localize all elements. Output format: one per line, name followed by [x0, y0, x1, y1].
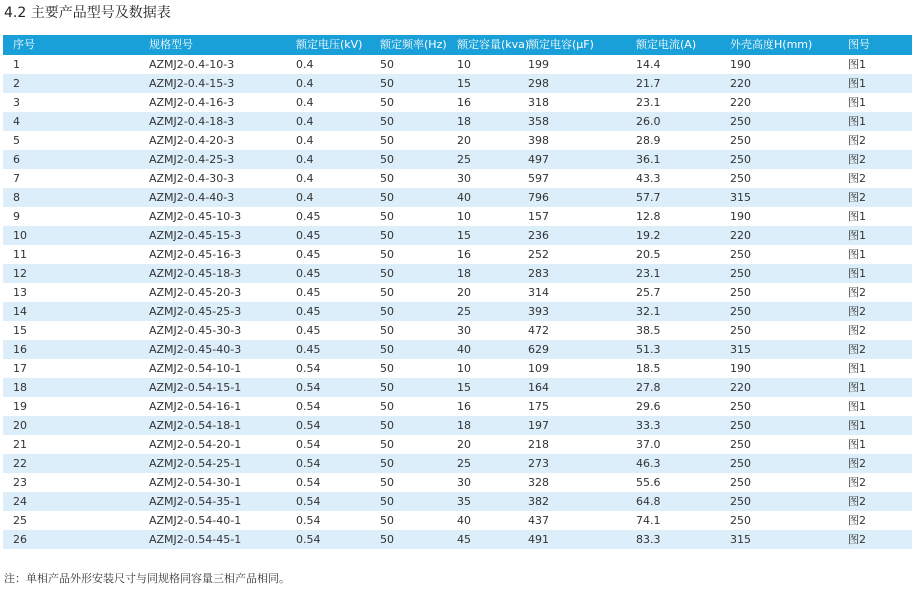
cell-frequency: 50	[380, 58, 394, 71]
cell-model: AZMJ2-0.4-10-3	[149, 58, 235, 71]
cell-height: 250	[720, 150, 838, 169]
cell-model: AZMJ2-0.45-15-3	[139, 226, 286, 245]
cell-frequency: 50	[380, 248, 394, 261]
cell-height: 315	[720, 188, 838, 207]
cell-current: 37.0	[636, 438, 661, 451]
cell-model: AZMJ2-0.4-25-3	[139, 150, 286, 169]
cell-frequency: 50	[370, 492, 447, 511]
cell-model: AZMJ2-0.4-30-3	[149, 172, 235, 185]
cell-height: 250	[730, 286, 751, 299]
cell-voltage: 0.4	[286, 188, 370, 207]
cell-capacitance: 314	[528, 286, 549, 299]
cell-height: 220	[720, 378, 838, 397]
table-row	[3, 169, 912, 188]
column-header-capacitance: 额定电容(μF)	[518, 35, 626, 55]
table-row	[3, 454, 912, 473]
cell-frequency: 50	[370, 226, 447, 245]
cell-voltage: 0.45	[296, 324, 321, 337]
cell-index: 10	[3, 226, 139, 245]
cell-model: AZMJ2-0.45-18-3	[139, 264, 286, 283]
cell-figure: 图2	[848, 134, 866, 147]
cell-model: AZMJ2-0.4-40-3	[139, 188, 286, 207]
cell-capacity: 25	[447, 150, 518, 169]
cell-figure: 图1	[848, 438, 866, 451]
cell-capacitance: 382	[518, 492, 626, 511]
cell-figure: 图2	[838, 454, 912, 473]
cell-capacity: 45	[447, 530, 518, 549]
cell-capacitance: 597	[528, 172, 549, 185]
cell-current: 23.1	[636, 96, 661, 109]
cell-frequency: 50	[380, 400, 394, 413]
cell-height: 220	[720, 74, 838, 93]
cell-capacitance: 629	[518, 340, 626, 359]
cell-voltage: 0.54	[296, 400, 321, 413]
cell-figure: 图1	[848, 362, 866, 375]
table-row	[3, 416, 912, 435]
cell-voltage: 0.4	[296, 134, 314, 147]
cell-figure: 图1	[838, 226, 912, 245]
cell-voltage: 0.54	[286, 492, 370, 511]
cell-figure: 图1	[838, 74, 912, 93]
cell-voltage: 0.54	[286, 378, 370, 397]
cell-voltage: 0.54	[296, 514, 321, 527]
cell-index: 7	[13, 172, 20, 185]
cell-capacity: 18	[447, 112, 518, 131]
cell-height: 220	[730, 96, 751, 109]
cell-frequency: 50	[380, 210, 394, 223]
cell-index: 23	[13, 476, 27, 489]
cell-capacitance: 298	[518, 74, 626, 93]
cell-capacity: 20	[457, 286, 471, 299]
cell-current: 64.8	[626, 492, 720, 511]
column-header-index: 序号	[3, 35, 139, 55]
cell-frequency: 50	[370, 378, 447, 397]
cell-capacity: 20	[457, 134, 471, 147]
cell-capacity: 35	[447, 492, 518, 511]
column-header-current: 额定电流(A)	[626, 35, 720, 55]
cell-model: AZMJ2-0.45-30-3	[149, 324, 242, 337]
cell-capacitance: 164	[518, 378, 626, 397]
cell-capacity: 40	[447, 340, 518, 359]
cell-voltage: 0.45	[286, 340, 370, 359]
cell-model: AZMJ2-0.54-20-1	[149, 438, 242, 451]
cell-capacity: 40	[447, 188, 518, 207]
cell-height: 250	[720, 264, 838, 283]
cell-frequency: 50	[370, 416, 447, 435]
cell-voltage: 0.54	[296, 476, 321, 489]
cell-index: 18	[3, 378, 139, 397]
cell-capacity: 10	[457, 210, 471, 223]
cell-capacity: 15	[447, 226, 518, 245]
cell-capacity: 15	[447, 74, 518, 93]
table-row	[3, 131, 912, 150]
table-row	[3, 511, 912, 530]
cell-figure: 图1	[848, 58, 866, 71]
cell-capacity: 40	[457, 514, 471, 527]
cell-figure: 图1	[848, 400, 866, 413]
cell-voltage: 0.4	[296, 58, 314, 71]
table-row	[3, 473, 912, 492]
cell-frequency: 50	[380, 96, 394, 109]
table-row	[3, 207, 912, 226]
cell-current: 19.2	[626, 226, 720, 245]
cell-figure: 图2	[848, 172, 866, 185]
cell-frequency: 50	[380, 362, 394, 375]
cell-model: AZMJ2-0.4-15-3	[139, 74, 286, 93]
table-row	[3, 435, 912, 454]
cell-figure: 图2	[838, 492, 912, 511]
cell-index: 11	[13, 248, 27, 261]
cell-index: 1	[13, 58, 20, 71]
cell-current: 27.8	[626, 378, 720, 397]
cell-model: AZMJ2-0.54-30-1	[149, 476, 242, 489]
cell-index: 8	[3, 188, 139, 207]
cell-index: 9	[13, 210, 20, 223]
cell-figure: 图1	[848, 248, 866, 261]
cell-frequency: 50	[380, 438, 394, 451]
cell-current: 14.4	[636, 58, 661, 71]
cell-model: AZMJ2-0.4-18-3	[139, 112, 286, 131]
cell-frequency: 50	[370, 340, 447, 359]
cell-figure: 图1	[838, 264, 912, 283]
table-row	[3, 226, 912, 245]
cell-current: 26.0	[626, 112, 720, 131]
cell-model: AZMJ2-0.45-16-3	[149, 248, 242, 261]
cell-current: 55.6	[636, 476, 661, 489]
cell-index: 17	[13, 362, 27, 375]
cell-capacitance: 109	[528, 362, 549, 375]
cell-capacitance: 393	[518, 302, 626, 321]
cell-model: AZMJ2-0.54-16-1	[149, 400, 242, 413]
cell-height: 250	[720, 302, 838, 321]
cell-capacitance: 398	[528, 134, 549, 147]
table-row	[3, 378, 912, 397]
cell-figure: 图2	[848, 476, 866, 489]
cell-capacity: 30	[457, 476, 471, 489]
cell-index: 2	[3, 74, 139, 93]
cell-figure: 图1	[848, 210, 866, 223]
cell-frequency: 50	[370, 150, 447, 169]
cell-current: 83.3	[626, 530, 720, 549]
cell-capacitance: 283	[518, 264, 626, 283]
cell-model: AZMJ2-0.45-40-3	[139, 340, 286, 359]
cell-frequency: 50	[370, 74, 447, 93]
cell-index: 14	[3, 302, 139, 321]
cell-height: 250	[730, 172, 751, 185]
cell-height: 190	[730, 210, 751, 223]
cell-model: AZMJ2-0.4-16-3	[149, 96, 235, 109]
cell-figure: 图2	[848, 514, 866, 527]
cell-index: 19	[13, 400, 27, 413]
cell-capacity: 10	[457, 58, 471, 71]
cell-index: 12	[3, 264, 139, 283]
cell-capacity: 16	[457, 96, 471, 109]
cell-model: AZMJ2-0.54-40-1	[149, 514, 242, 527]
cell-current: 12.8	[636, 210, 661, 223]
cell-capacitance: 273	[518, 454, 626, 473]
table-row	[3, 112, 912, 131]
column-header-capacity: 额定容量(kva)	[447, 35, 518, 55]
table-row	[3, 397, 912, 416]
footnote: 注：单相产品外形安装尺寸与同规格同容量三相产品相同。	[4, 572, 290, 585]
cell-frequency: 50	[370, 302, 447, 321]
cell-capacity: 18	[447, 416, 518, 435]
cell-figure: 图2	[838, 340, 912, 359]
cell-capacitance: 175	[528, 400, 549, 413]
cell-current: 57.7	[626, 188, 720, 207]
cell-figure: 图1	[838, 416, 912, 435]
cell-current: 74.1	[636, 514, 661, 527]
cell-index: 24	[3, 492, 139, 511]
table-row	[3, 150, 912, 169]
cell-index: 21	[13, 438, 27, 451]
cell-frequency: 50	[370, 530, 447, 549]
cell-current: 38.5	[636, 324, 661, 337]
cell-voltage: 0.54	[296, 362, 321, 375]
cell-capacitance: 197	[518, 416, 626, 435]
cell-capacitance: 796	[518, 188, 626, 207]
column-header-model: 规格型号	[139, 35, 286, 55]
cell-height: 250	[730, 134, 751, 147]
cell-current: 46.3	[626, 454, 720, 473]
cell-model: AZMJ2-0.54-45-1	[139, 530, 286, 549]
cell-model: AZMJ2-0.4-20-3	[149, 134, 235, 147]
cell-voltage: 0.4	[286, 150, 370, 169]
cell-height: 250	[730, 248, 751, 261]
cell-height: 250	[730, 476, 751, 489]
cell-index: 15	[13, 324, 27, 337]
cell-voltage: 0.54	[286, 530, 370, 549]
cell-height: 315	[720, 340, 838, 359]
cell-capacity: 30	[457, 172, 471, 185]
cell-frequency: 50	[370, 454, 447, 473]
cell-capacitance: 318	[528, 96, 549, 109]
table-row	[3, 340, 912, 359]
cell-height: 250	[730, 400, 751, 413]
table-header-row	[3, 35, 912, 55]
cell-index: 25	[13, 514, 27, 527]
cell-voltage: 0.4	[286, 112, 370, 131]
cell-current: 36.1	[626, 150, 720, 169]
cell-voltage: 0.4	[286, 74, 370, 93]
table-row	[3, 530, 912, 549]
cell-current: 25.7	[636, 286, 661, 299]
cell-voltage: 0.45	[296, 286, 321, 299]
cell-capacitance: 218	[528, 438, 549, 451]
section-title: 4.2 主要产品型号及数据表	[4, 5, 171, 21]
cell-frequency: 50	[380, 476, 394, 489]
cell-capacity: 25	[447, 454, 518, 473]
cell-capacity: 20	[457, 438, 471, 451]
cell-voltage: 0.54	[286, 454, 370, 473]
column-header-figure: 图号	[838, 35, 912, 55]
cell-capacitance: 472	[528, 324, 549, 337]
table-row	[3, 74, 912, 93]
cell-voltage: 0.45	[286, 226, 370, 245]
cell-height: 250	[720, 416, 838, 435]
cell-figure: 图1	[838, 378, 912, 397]
cell-voltage: 0.45	[286, 302, 370, 321]
cell-capacitance: 497	[518, 150, 626, 169]
cell-capacitance: 437	[528, 514, 549, 527]
cell-capacitance: 236	[518, 226, 626, 245]
cell-height: 190	[730, 362, 751, 375]
table-row	[3, 492, 912, 511]
cell-frequency: 50	[380, 172, 394, 185]
cell-index: 26	[3, 530, 139, 549]
cell-model: AZMJ2-0.45-20-3	[149, 286, 242, 299]
cell-current: 51.3	[626, 340, 720, 359]
cell-voltage: 0.54	[286, 416, 370, 435]
cell-voltage: 0.54	[296, 438, 321, 451]
cell-height: 190	[730, 58, 751, 71]
cell-current: 32.1	[626, 302, 720, 321]
cell-height: 250	[730, 324, 751, 337]
cell-index: 5	[13, 134, 20, 147]
cell-model: AZMJ2-0.54-35-1	[139, 492, 286, 511]
cell-height: 220	[720, 226, 838, 245]
cell-capacitance: 358	[518, 112, 626, 131]
cell-current: 18.5	[636, 362, 661, 375]
cell-capacity: 10	[457, 362, 471, 375]
cell-figure: 图2	[848, 286, 866, 299]
column-header-height: 外壳高度H(mm)	[720, 35, 838, 55]
table-row	[3, 55, 912, 74]
table-row	[3, 302, 912, 321]
cell-figure: 图2	[848, 324, 866, 337]
cell-capacitance: 328	[528, 476, 549, 489]
cell-height: 250	[720, 454, 838, 473]
table-row	[3, 321, 912, 340]
cell-index: 3	[13, 96, 20, 109]
cell-height: 250	[730, 438, 751, 451]
cell-capacitance: 252	[528, 248, 549, 261]
cell-capacitance: 491	[518, 530, 626, 549]
cell-model: AZMJ2-0.45-10-3	[149, 210, 242, 223]
cell-model: AZMJ2-0.54-15-1	[139, 378, 286, 397]
cell-model: AZMJ2-0.54-18-1	[139, 416, 286, 435]
cell-capacitance: 199	[528, 58, 549, 71]
cell-capacity: 15	[447, 378, 518, 397]
cell-current: 29.6	[636, 400, 661, 413]
cell-capacity: 16	[457, 248, 471, 261]
table-row	[3, 359, 912, 378]
cell-voltage: 0.45	[296, 210, 321, 223]
table-body	[3, 55, 912, 549]
cell-capacity: 30	[457, 324, 471, 337]
cell-frequency: 50	[380, 324, 394, 337]
cell-height: 250	[720, 112, 838, 131]
table-row	[3, 245, 912, 264]
cell-frequency: 50	[380, 286, 394, 299]
cell-voltage: 0.4	[296, 172, 314, 185]
table-row	[3, 264, 912, 283]
cell-figure: 图1	[848, 96, 866, 109]
cell-voltage: 0.4	[296, 96, 314, 109]
cell-current: 43.3	[636, 172, 661, 185]
cell-voltage: 0.45	[296, 248, 321, 261]
cell-height: 250	[730, 514, 751, 527]
cell-figure: 图2	[838, 150, 912, 169]
cell-voltage: 0.45	[286, 264, 370, 283]
cell-frequency: 50	[370, 112, 447, 131]
cell-height: 315	[720, 530, 838, 549]
cell-capacity: 16	[457, 400, 471, 413]
table-row	[3, 283, 912, 302]
cell-frequency: 50	[380, 514, 394, 527]
column-header-frequency: 额定频率(Hz)	[370, 35, 447, 55]
cell-current: 23.1	[626, 264, 720, 283]
table-row	[3, 188, 912, 207]
cell-index: 20	[3, 416, 139, 435]
table-row	[3, 93, 912, 112]
cell-current: 28.9	[636, 134, 661, 147]
cell-frequency: 50	[380, 134, 394, 147]
cell-model: AZMJ2-0.45-25-3	[139, 302, 286, 321]
cell-index: 13	[13, 286, 27, 299]
cell-capacitance: 157	[528, 210, 549, 223]
cell-figure: 图2	[838, 188, 912, 207]
cell-figure: 图2	[838, 302, 912, 321]
cell-current: 33.3	[626, 416, 720, 435]
cell-current: 21.7	[626, 74, 720, 93]
cell-index: 4	[3, 112, 139, 131]
cell-current: 20.5	[636, 248, 661, 261]
cell-height: 250	[720, 492, 838, 511]
cell-model: AZMJ2-0.54-10-1	[149, 362, 242, 375]
cell-capacity: 25	[447, 302, 518, 321]
product-data-table	[3, 35, 912, 549]
cell-frequency: 50	[370, 264, 447, 283]
cell-index: 6	[3, 150, 139, 169]
cell-figure: 图1	[838, 112, 912, 131]
cell-figure: 图2	[838, 530, 912, 549]
cell-capacity: 18	[447, 264, 518, 283]
column-header-voltage: 额定电压(kV)	[286, 35, 370, 55]
cell-index: 22	[3, 454, 139, 473]
cell-frequency: 50	[370, 188, 447, 207]
cell-index: 16	[3, 340, 139, 359]
cell-model: AZMJ2-0.54-25-1	[139, 454, 286, 473]
